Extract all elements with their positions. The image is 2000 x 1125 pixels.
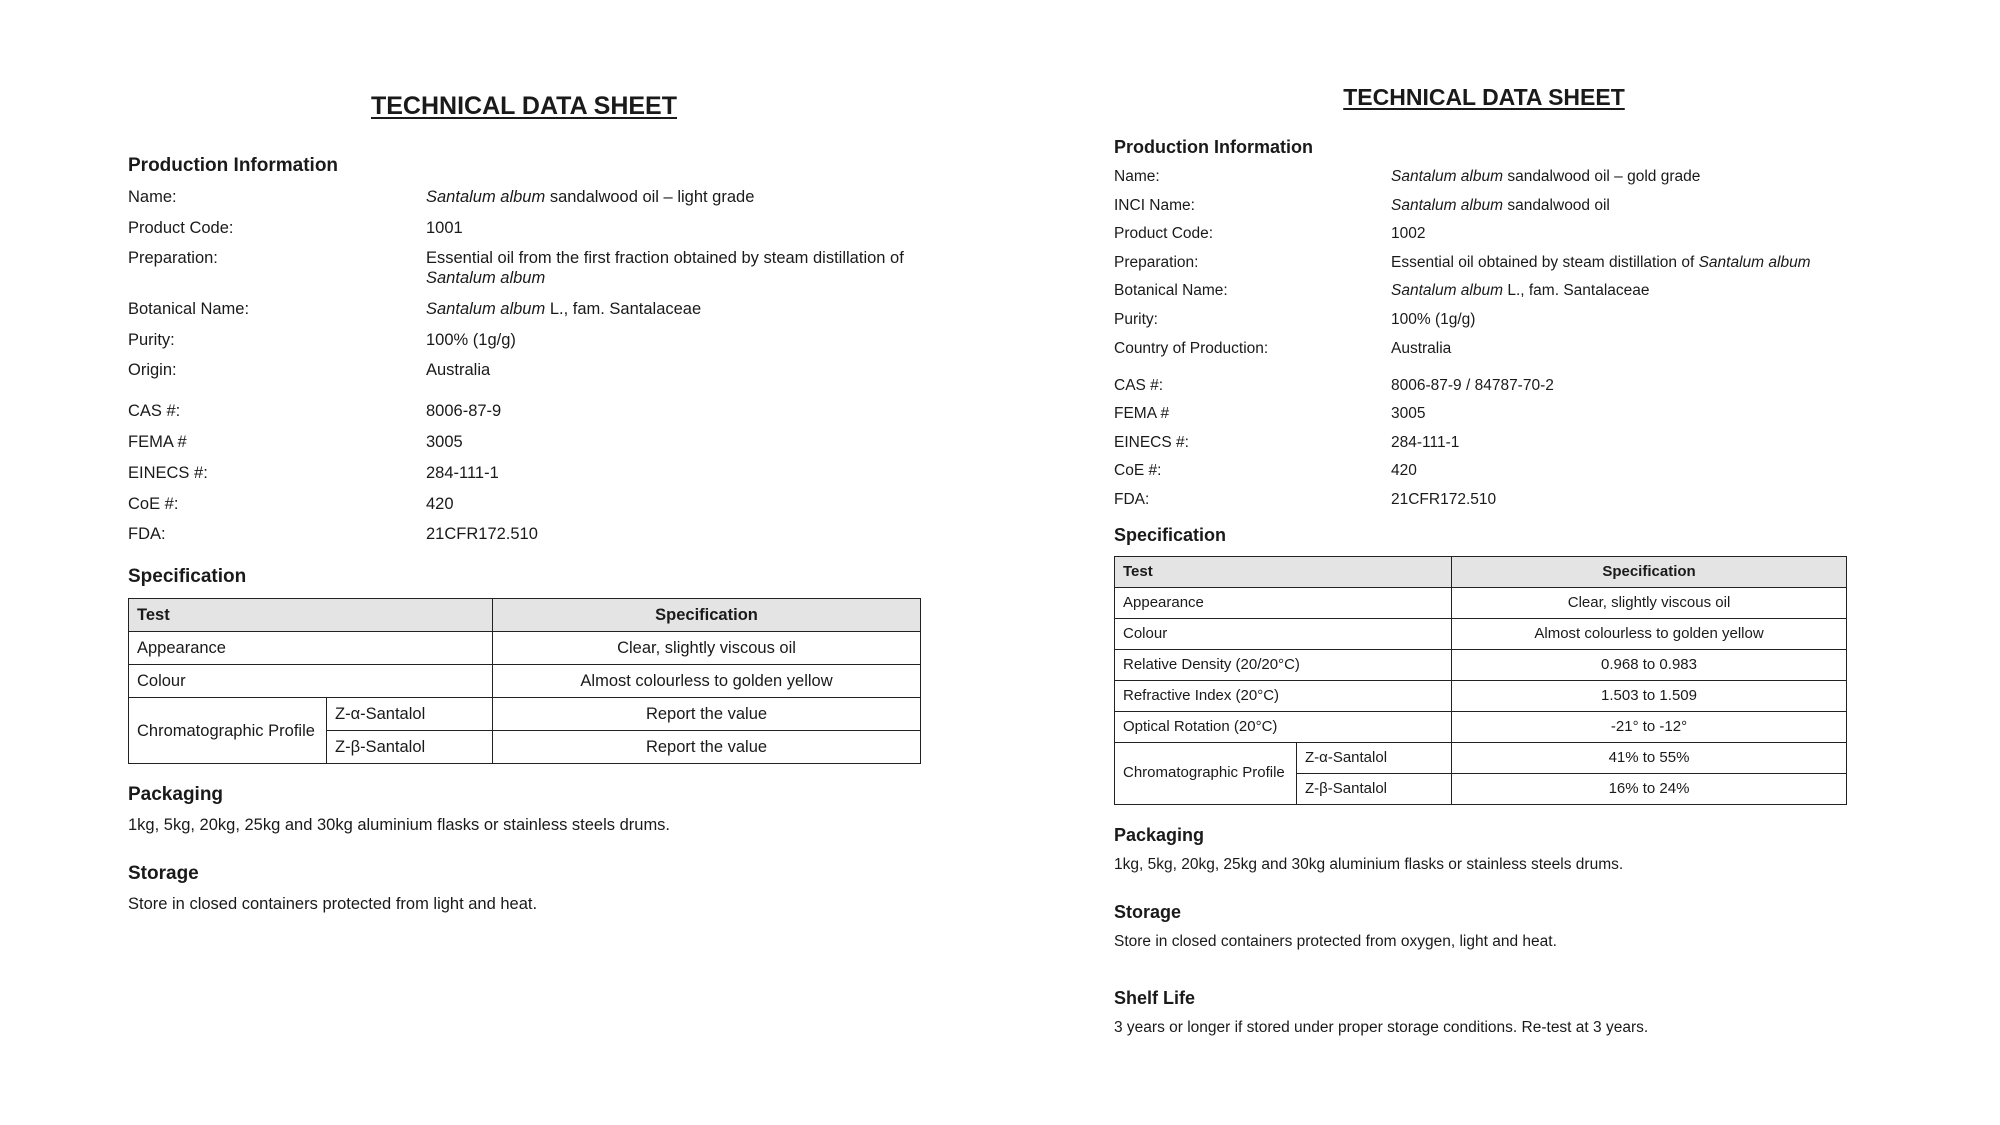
info-value: 100% (1g/g) xyxy=(426,330,516,349)
production-info-list xyxy=(1114,167,1854,358)
cell-test: Colour xyxy=(1115,618,1452,649)
id-row-fda xyxy=(128,524,928,544)
cell-spec: Almost colourless to golden yellow xyxy=(1452,618,1847,649)
cell-chromatographic-profile: Chromatographic Profile xyxy=(129,698,327,764)
cell-subtest: Z-β-Santalol xyxy=(327,731,493,764)
specification-heading: Specification xyxy=(1114,524,1227,545)
info-row-purity xyxy=(1114,310,1854,329)
id-row-coe xyxy=(1114,461,1854,480)
specification-table xyxy=(128,598,921,764)
cell-spec: 41% to 55% xyxy=(1452,742,1847,773)
storage-text: Store in closed containers protected from oxygen, light and heat. xyxy=(1114,932,1557,950)
cell-subtest: Z-α-Santalol xyxy=(1297,742,1452,773)
production-heading: Production Information xyxy=(1114,137,1313,157)
table-row xyxy=(1115,742,1847,773)
info-label: EINECS #: xyxy=(1114,433,1189,451)
identifier-list xyxy=(128,401,928,544)
info-value: 21CFR172.510 xyxy=(1391,490,1497,508)
info-row-botanical-name xyxy=(128,299,928,319)
cell-chromatographic-profile: Chromatographic Profile xyxy=(1115,742,1297,804)
info-value: 3005 xyxy=(1391,405,1426,423)
table-row xyxy=(1115,649,1847,680)
cell-test: Refractive Index (20°C) xyxy=(1115,680,1452,711)
cell-test: Colour xyxy=(129,665,493,698)
id-row-einecs xyxy=(1114,433,1854,452)
document-title: TECHNICAL DATA SHEET xyxy=(1343,84,1625,110)
table-row xyxy=(1115,711,1847,742)
table-row xyxy=(1115,587,1847,618)
cell-spec: 16% to 24% xyxy=(1452,773,1847,804)
info-label: FEMA # xyxy=(1114,405,1170,423)
info-label: Name: xyxy=(128,188,177,206)
info-value: Santalum album L., fam. Santalaceae xyxy=(426,300,702,319)
id-row-cas xyxy=(1114,376,1854,395)
storage-heading: Storage xyxy=(1114,901,1182,922)
info-label: Preparation: xyxy=(1114,253,1199,271)
info-label: Botanical Name: xyxy=(128,300,250,319)
id-row-fema xyxy=(1114,404,1854,423)
storage-text: Store in closed containers protected from light and heat. xyxy=(128,895,538,914)
column-header-test: Test xyxy=(129,599,493,632)
info-value: Santalum album sandalwood oil xyxy=(1391,196,1610,214)
info-row-name xyxy=(1114,167,1854,186)
info-value: Australia xyxy=(1391,339,1452,357)
info-value: 1002 xyxy=(1391,225,1426,243)
column-header-specification: Specification xyxy=(1452,556,1847,587)
data-sheet-gold-grade xyxy=(1114,84,1854,1037)
info-label: Origin: xyxy=(128,361,177,380)
info-label: INCI Name: xyxy=(1114,196,1195,214)
info-label: FDA: xyxy=(1114,490,1150,508)
table-row xyxy=(129,698,921,731)
info-value: 100% (1g/g) xyxy=(1391,310,1476,328)
info-label: Preparation: xyxy=(128,249,218,268)
cell-spec: 1.503 to 1.509 xyxy=(1452,680,1847,711)
info-row-inci-name xyxy=(1114,196,1854,215)
shelf-life-heading: Shelf Life xyxy=(1114,987,1196,1008)
cell-spec: Clear, slightly viscous oil xyxy=(1452,587,1847,618)
packaging-text: 1kg, 5kg, 20kg, 25kg and 30kg aluminium flasks or stainless steels drums. xyxy=(128,816,671,835)
table-row xyxy=(1115,680,1847,711)
info-value: Australia xyxy=(426,361,491,380)
info-label: CAS #: xyxy=(128,402,181,421)
info-row-origin xyxy=(128,360,928,380)
document-title: TECHNICAL DATA SHEET xyxy=(370,92,678,120)
info-label: FEMA # xyxy=(128,433,187,452)
info-label: Name: xyxy=(1114,168,1160,185)
column-header-test: Test xyxy=(1115,556,1452,587)
cell-spec: Report the value xyxy=(493,698,921,731)
table-row xyxy=(1115,618,1847,649)
id-row-fda xyxy=(1114,490,1854,509)
info-row-preparation xyxy=(128,248,928,288)
column-header-specification: Specification xyxy=(493,599,921,632)
production-info-list xyxy=(128,187,928,380)
shelf-life-text: 3 years or longer if stored under proper storage conditions. Re-test at 3 years. xyxy=(1114,1018,1649,1036)
info-label: Purity: xyxy=(128,330,175,349)
cell-spec: Report the value xyxy=(493,731,921,764)
table-row xyxy=(129,632,921,665)
info-row-country xyxy=(1114,339,1854,358)
info-label: FDA: xyxy=(128,525,166,544)
packaging-text: 1kg, 5kg, 20kg, 25kg and 30kg aluminium flasks or stainless steels drums. xyxy=(1114,855,1624,873)
info-value: Essential oil from the first fraction obtained by steam distillation of Santalum album xyxy=(426,249,904,288)
cell-spec: 0.968 to 0.983 xyxy=(1452,649,1847,680)
info-value: 420 xyxy=(426,494,454,513)
id-row-cas xyxy=(128,401,928,421)
info-row-product-code xyxy=(128,218,928,238)
id-row-einecs xyxy=(128,463,928,483)
cell-spec: Almost colourless to golden yellow xyxy=(493,665,921,698)
info-value: Essential oil obtained by steam distillation of Santalum album xyxy=(1391,253,1811,271)
identifier-list xyxy=(1114,376,1854,509)
info-value: 284-111-1 xyxy=(1391,433,1460,451)
info-value: 21CFR172.510 xyxy=(426,525,538,544)
info-value: 284-111-1 xyxy=(426,463,499,482)
packaging-heading: Packaging xyxy=(128,784,224,806)
info-value: Santalum album sandalwood oil – light grade xyxy=(426,188,755,206)
cell-subtest: Z-β-Santalol xyxy=(1297,773,1452,804)
cell-test: Relative Density (20/20°C) xyxy=(1115,649,1452,680)
table-header-row xyxy=(1115,556,1847,587)
cell-subtest: Z-α-Santalol xyxy=(327,698,493,731)
info-label: CoE #: xyxy=(128,494,179,513)
id-row-fema xyxy=(128,432,928,452)
production-heading: Production Information xyxy=(128,155,339,176)
storage-heading: Storage xyxy=(128,863,199,885)
info-label: Country of Production: xyxy=(1114,339,1269,357)
info-value: Santalum album L., fam. Santalaceae xyxy=(1391,282,1650,300)
info-value: Santalum album sandalwood oil – gold grade xyxy=(1391,168,1701,185)
info-label: Product Code: xyxy=(1114,225,1214,243)
info-label: CAS #: xyxy=(1114,376,1164,394)
packaging-heading: Packaging xyxy=(1114,824,1205,845)
info-value: 3005 xyxy=(426,433,463,452)
info-row-preparation xyxy=(1114,253,1854,272)
cell-test: Optical Rotation (20°C) xyxy=(1115,711,1452,742)
info-label: Product Code: xyxy=(128,218,234,237)
info-value: 8006-87-9 xyxy=(426,402,502,421)
table-row xyxy=(129,665,921,698)
info-label: EINECS #: xyxy=(128,463,208,482)
info-label: CoE #: xyxy=(1114,462,1162,480)
table-header-row xyxy=(129,599,921,632)
cell-test: Appearance xyxy=(129,632,493,665)
info-row-name xyxy=(128,187,928,207)
info-row-product-code xyxy=(1114,224,1854,243)
info-label: Purity: xyxy=(1114,310,1158,328)
cell-spec: -21° to -12° xyxy=(1452,711,1847,742)
info-value: 1001 xyxy=(426,218,463,237)
cell-test: Appearance xyxy=(1115,587,1452,618)
info-row-botanical-name xyxy=(1114,281,1854,300)
info-value: 8006-87-9 / 84787-70-2 xyxy=(1391,376,1554,394)
data-sheet-light-grade xyxy=(128,92,928,914)
specification-table xyxy=(1114,556,1847,805)
info-label: Botanical Name: xyxy=(1114,282,1228,300)
info-row-purity xyxy=(128,330,928,350)
info-value: 420 xyxy=(1391,462,1417,480)
id-row-coe xyxy=(128,494,928,514)
specification-heading: Specification xyxy=(128,566,247,588)
cell-spec: Clear, slightly viscous oil xyxy=(493,632,921,665)
